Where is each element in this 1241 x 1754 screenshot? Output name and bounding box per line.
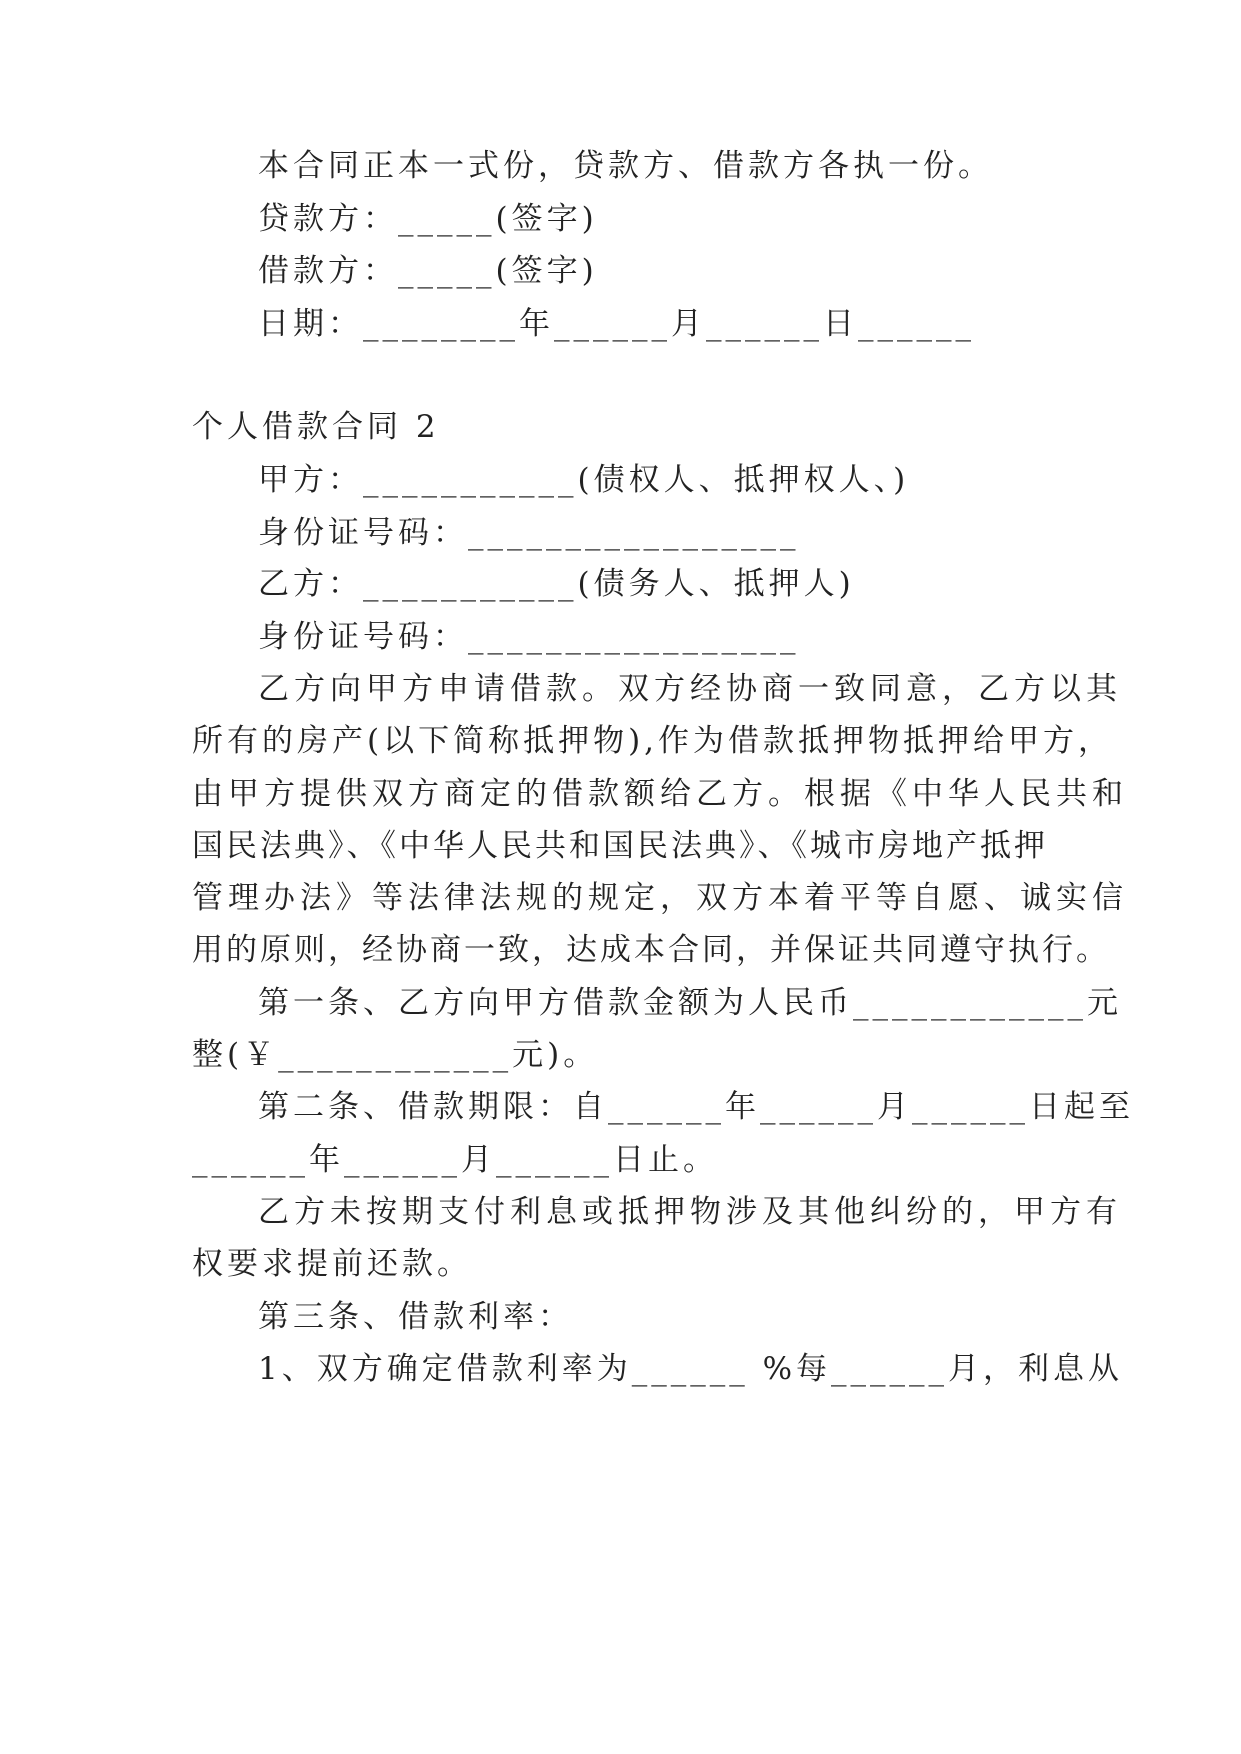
paragraph-line: ______年______月______日止。 [192,1142,718,1178]
paragraph-line: 整(￥____________元)。 [192,1037,599,1073]
paragraph-line: 乙方向甲方申请借款。双方经协商一致同意，乙方以其 [258,671,1122,707]
paragraph-line: 乙方未按期支付利息或抵押物涉及其他纠纷的，甲方有 [258,1194,1122,1230]
paragraph-line: 由甲方提供双方商定的借款额给乙方。根据《中华人民共和 [192,776,1128,812]
party-a-line: 甲方：___________(债权人、抵押权人、) [258,462,910,498]
paragraph-line: 第二条、借款期限：自______年______月______日起至 [258,1089,1134,1125]
party-b-line: 乙方：___________(债务人、抵押人) [258,566,855,602]
copies-clause: 本合同正本一式份，贷款方、借款方各执一份。 [258,148,993,184]
paragraph-line: 国民法典》、《中华人民共和国民法典》、《城市房地产抵押 [192,828,1048,864]
contract-title: 个人借款合同 2 [192,409,440,445]
paragraph-line: 所有的房产(以下简称抵押物),作为借款抵押物抵押给甲方， [192,723,1114,759]
article-3-item-1: 1、双方确定借款利率为______ %每______月，利息从 [258,1351,1124,1387]
paragraph-line: 管理办法》等法律法规的规定，双方本着平等自愿、诚实信 [192,880,1128,916]
paragraph-line: 用的原则，经协商一致，达成本合同，并保证共同遵守执行。 [192,932,1110,968]
party-a-id-line: 身份证号码：_________________ [258,515,800,551]
paragraph-line: 第一条、乙方向甲方借款金额为人民币____________元 [258,985,1122,1021]
lender-signature-line: 贷款方：_____(签字) [258,201,598,237]
paragraph-line: 权要求提前还款。 [192,1246,472,1282]
borrower-signature-line: 借款方：_____(签字) [258,253,598,289]
article-3-title: 第三条、借款利率： [258,1299,573,1335]
date-line: 日期：________年______月______日______ [258,306,975,342]
party-b-id-line: 身份证号码：_________________ [258,619,800,655]
